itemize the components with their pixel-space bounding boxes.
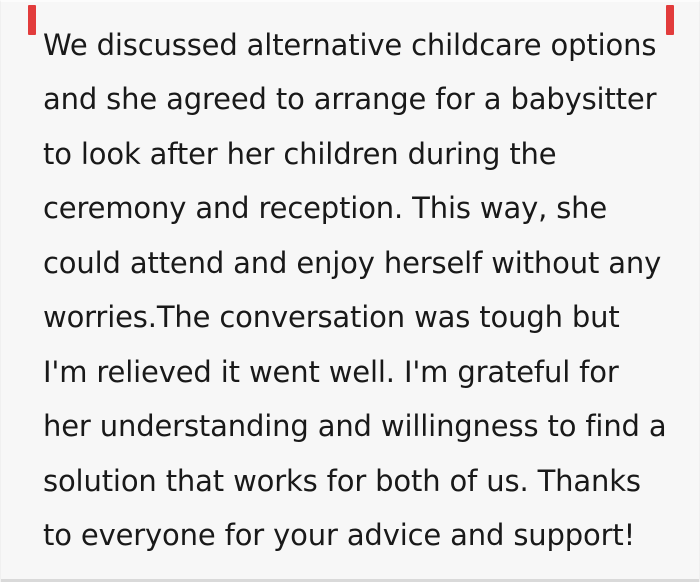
text-line: worries.The conversation was tough but	[43, 300, 620, 335]
story-text	[43, 18, 689, 563]
red-border-fragment-left	[28, 5, 36, 35]
text-line: I'm relieved it went well. I'm grateful for	[43, 354, 619, 389]
text-line: and she agreed to arrange for a babysitter	[43, 82, 657, 117]
text-line: to everyone for your advice and support!	[43, 518, 636, 553]
text-line: could attend and enjoy herself without any	[43, 245, 662, 280]
text-line: to look after her children during the	[43, 136, 557, 171]
text-line: her understanding and willingness to find a	[43, 409, 667, 444]
text-line: We discussed alternative childcare options	[43, 28, 657, 62]
text-line: ceremony and reception. This way, she	[43, 191, 608, 226]
text-line: solution that works for both of us. Thanks	[43, 463, 641, 498]
